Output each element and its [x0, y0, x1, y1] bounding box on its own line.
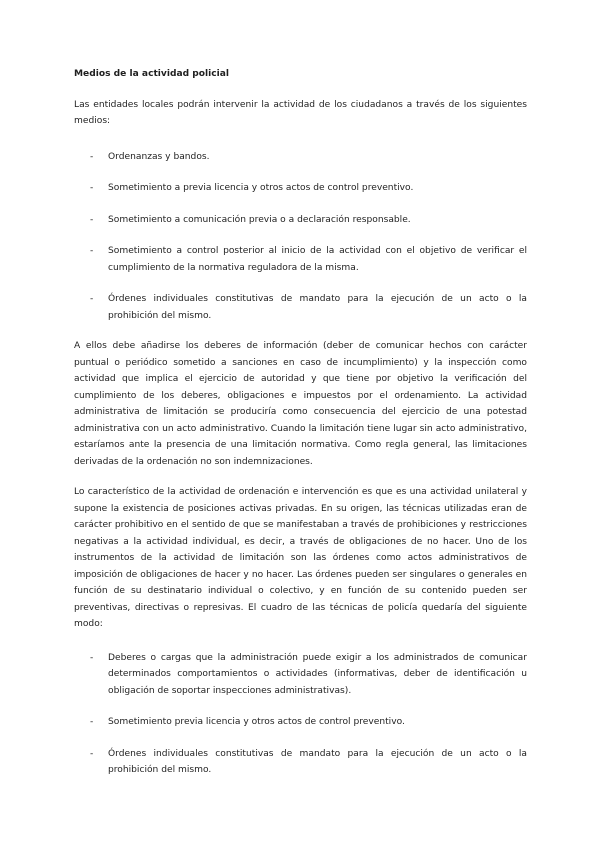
information-duties-paragraph: A ellos debe añadirse los deberes de información (deber de comunicar hechos con carácter puntual o periódico sometido a sanciones en caso de incumplimiento) y la inspección como actividad que implica el ejercicio de autoridad y que tiene por objetivo la verificación del cumplimiento de los deberes, obligaciones e impuestos por el ordenamiento. La actividad administrativa de limitación se produciría como consecuencia del ejercicio de una potestad administrativa con un acto administrativo. Cuando la limitación tiene lugar sin acto administrativo, estaríamos ante la presencia de una limitación normativa. Como regla general, las limitaciones derivadas de la ordenación no son indemnizaciones.: [74, 341, 527, 467]
list-item: [74, 746, 527, 779]
bullet-dash: -: [90, 717, 94, 727]
list-item-text: Sometimiento a previa licencia y otros actos de control preventivo.: [108, 183, 414, 193]
document-page: [74, 66, 527, 779]
list-item: [74, 650, 527, 700]
list-item-text: Órdenes individuales constitutivas de mandato para la ejecución de un acto o la prohibición del mismo.: [108, 748, 527, 775]
list-item-text: Ordenanzas y bandos.: [108, 151, 210, 162]
list-item-text: Órdenes individuales constitutivas de mandato para la ejecución de un acto o la prohibición del mismo.: [108, 294, 527, 321]
ordination-paragraph: Lo característico de la actividad de ordenación e intervención es que es una actividad unilateral y supone la existencia de posiciones activas privadas. En su origen, las técnicas utilizadas eran de carácter prohibitivo en el sentido de que se manifestaban a través de prohibiciones y restricciones negativas a la actividad individual, es decir, a través de obligaciones de no hacer. Uno de los instrumentos de la actividad de limitación son las órdenes como actos administrativos de imposición de obligaciones de hacer y no hacer. Las órdenes pueden ser singulares o generales en función de su destinatario individual o colectivo, y en función de su contenido pueden ser preventivas, directivas o represivas. El cuadro de las técnicas de policía quedaría del siguiente modo:: [74, 487, 527, 629]
list-item: [74, 212, 527, 229]
bullet-dash: -: [90, 151, 94, 162]
bullet-dash: -: [90, 183, 94, 193]
bullet-dash: -: [90, 294, 94, 304]
list-item-text: Sometimiento a control posterior al inicio de la actividad con el objetivo de verificar el cumplimiento de la normativa reguladora de la misma.: [108, 246, 527, 273]
list-item-text: Sometimiento a comunicación previa o a declaración responsable.: [108, 214, 411, 225]
intro-paragraph: Las entidades locales podrán intervenir la actividad de los ciudadanos a través de los siguientes medios:: [74, 99, 527, 126]
list-item: [74, 149, 527, 166]
bullet-dash: -: [90, 748, 94, 759]
document-title: Medios de la actividad policial: [74, 69, 230, 79]
list-item: [74, 180, 527, 197]
list-item-text: Deberes o cargas que la administración puede exigir a los administrados de comunicar determinados comportamientos o actividades (informativas, deber de identificación u obligación de soportar inspecciones administrativas).: [108, 652, 527, 696]
list-item: [74, 291, 527, 324]
bullet-dash: -: [90, 214, 94, 225]
list-item: [74, 714, 527, 731]
list-item-text: Sometimiento previa licencia y otros actos de control preventivo.: [108, 717, 405, 727]
means-list: [74, 149, 527, 325]
bullet-dash: -: [90, 652, 94, 663]
bullet-dash: -: [90, 246, 94, 256]
list-item: [74, 243, 527, 276]
police-techniques-list: [74, 650, 527, 779]
